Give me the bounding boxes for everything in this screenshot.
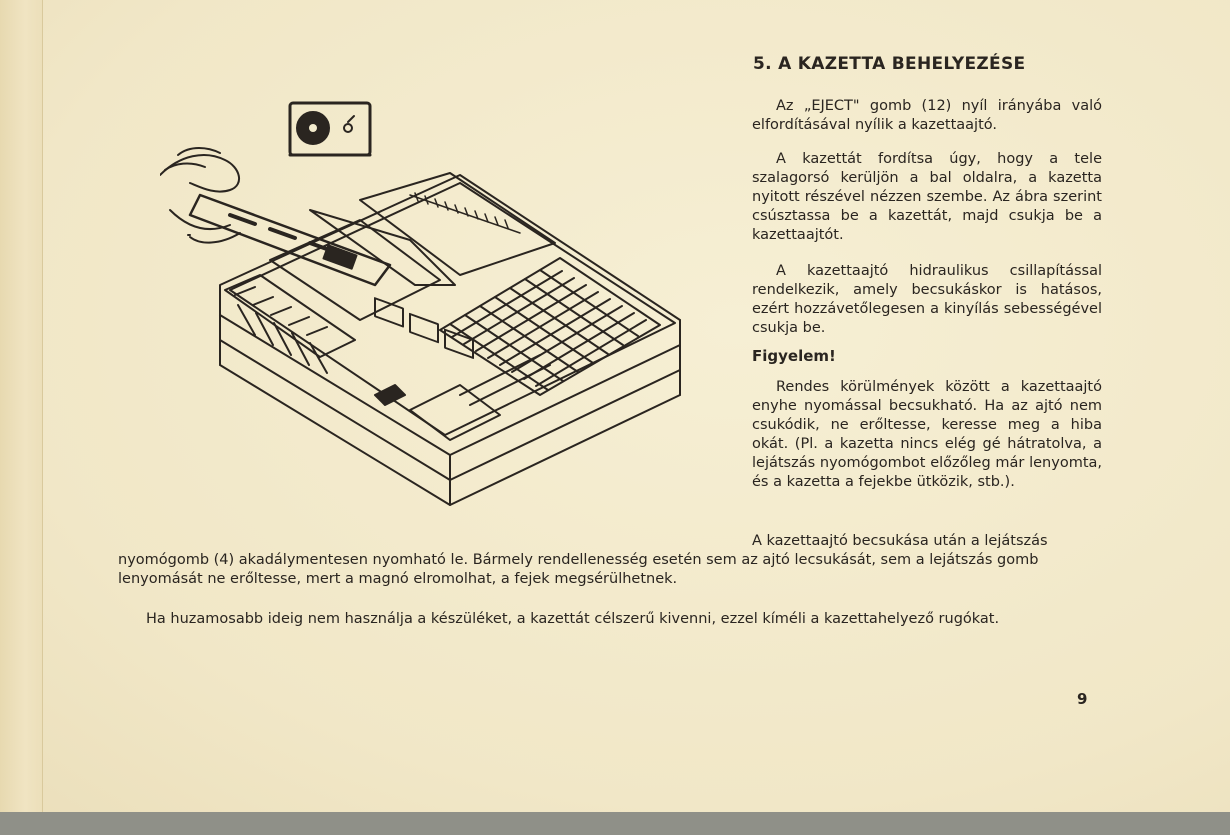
paragraph-eject: Az „EJECT" gomb (12) nyíl irányába való elfordításával nyílik a kazettaajtó. [752,98,1102,133]
cassette-recorder-illustration [160,95,695,510]
paragraph-warning-door: Rendes körülmények között a kazettaajtó enyhe nyomással becsukható. Ha az ajtó nem csukódik, ne erőltesse, keresse meg a hiba okát. (Pl. a kazetta nincs elég gé hátratolva, a lejátszás nyomógombot előzőleg már lenyomta, és a kazetta a fejekbe ütközik, stb.). [752,379,1102,490]
recorder-body [220,173,680,505]
page-binding [0,0,43,812]
paragraph-door-damping: A kazettaajtó hidraulikus csillapítással rendelkezik, amely becsukáskor is hatásos, ezért hozzávetőlegesen a kinyílás sebességével csukja be. [752,263,1102,336]
paragraph-storage: Ha huzamosabb ideig nem használja a készüléket, a kazettát célszerű kivenni, ezzel kíméli a kazettahelyező rugókat. [146,611,1000,627]
cassette-being-inserted [190,195,390,285]
section-heading: 5. A KAZETTA BEHELYEZÉSE [753,54,1026,74]
cassette-door-symbol-icon [290,103,370,155]
warning-heading: Figyelem! [752,347,836,365]
scan-bottom-edge [0,812,1230,835]
paragraph-insert-cassette: A kazettát fordítsa úgy, hogy a tele szalagorsó kerüljön a bal oldalra, a kazetta nyitott részével nézzen szembe. Az ábra szerint csúsztassa be a kazettát, majd csukja be a kazettaajtót. [752,151,1102,243]
paragraph-play-button: A kazettaajtó becsukása után a lejátszás nyomógomb (4) akadálymentesen nyomható le. Bármely rendellenesség esetén sem az ajtó lecsukását, sem a lejátszás gomb lenyomását ne erőltesse, mert a magnó elromolhat, a fejek megsérülhetnek. [118,533,1048,587]
page-number: 9 [1077,690,1088,708]
